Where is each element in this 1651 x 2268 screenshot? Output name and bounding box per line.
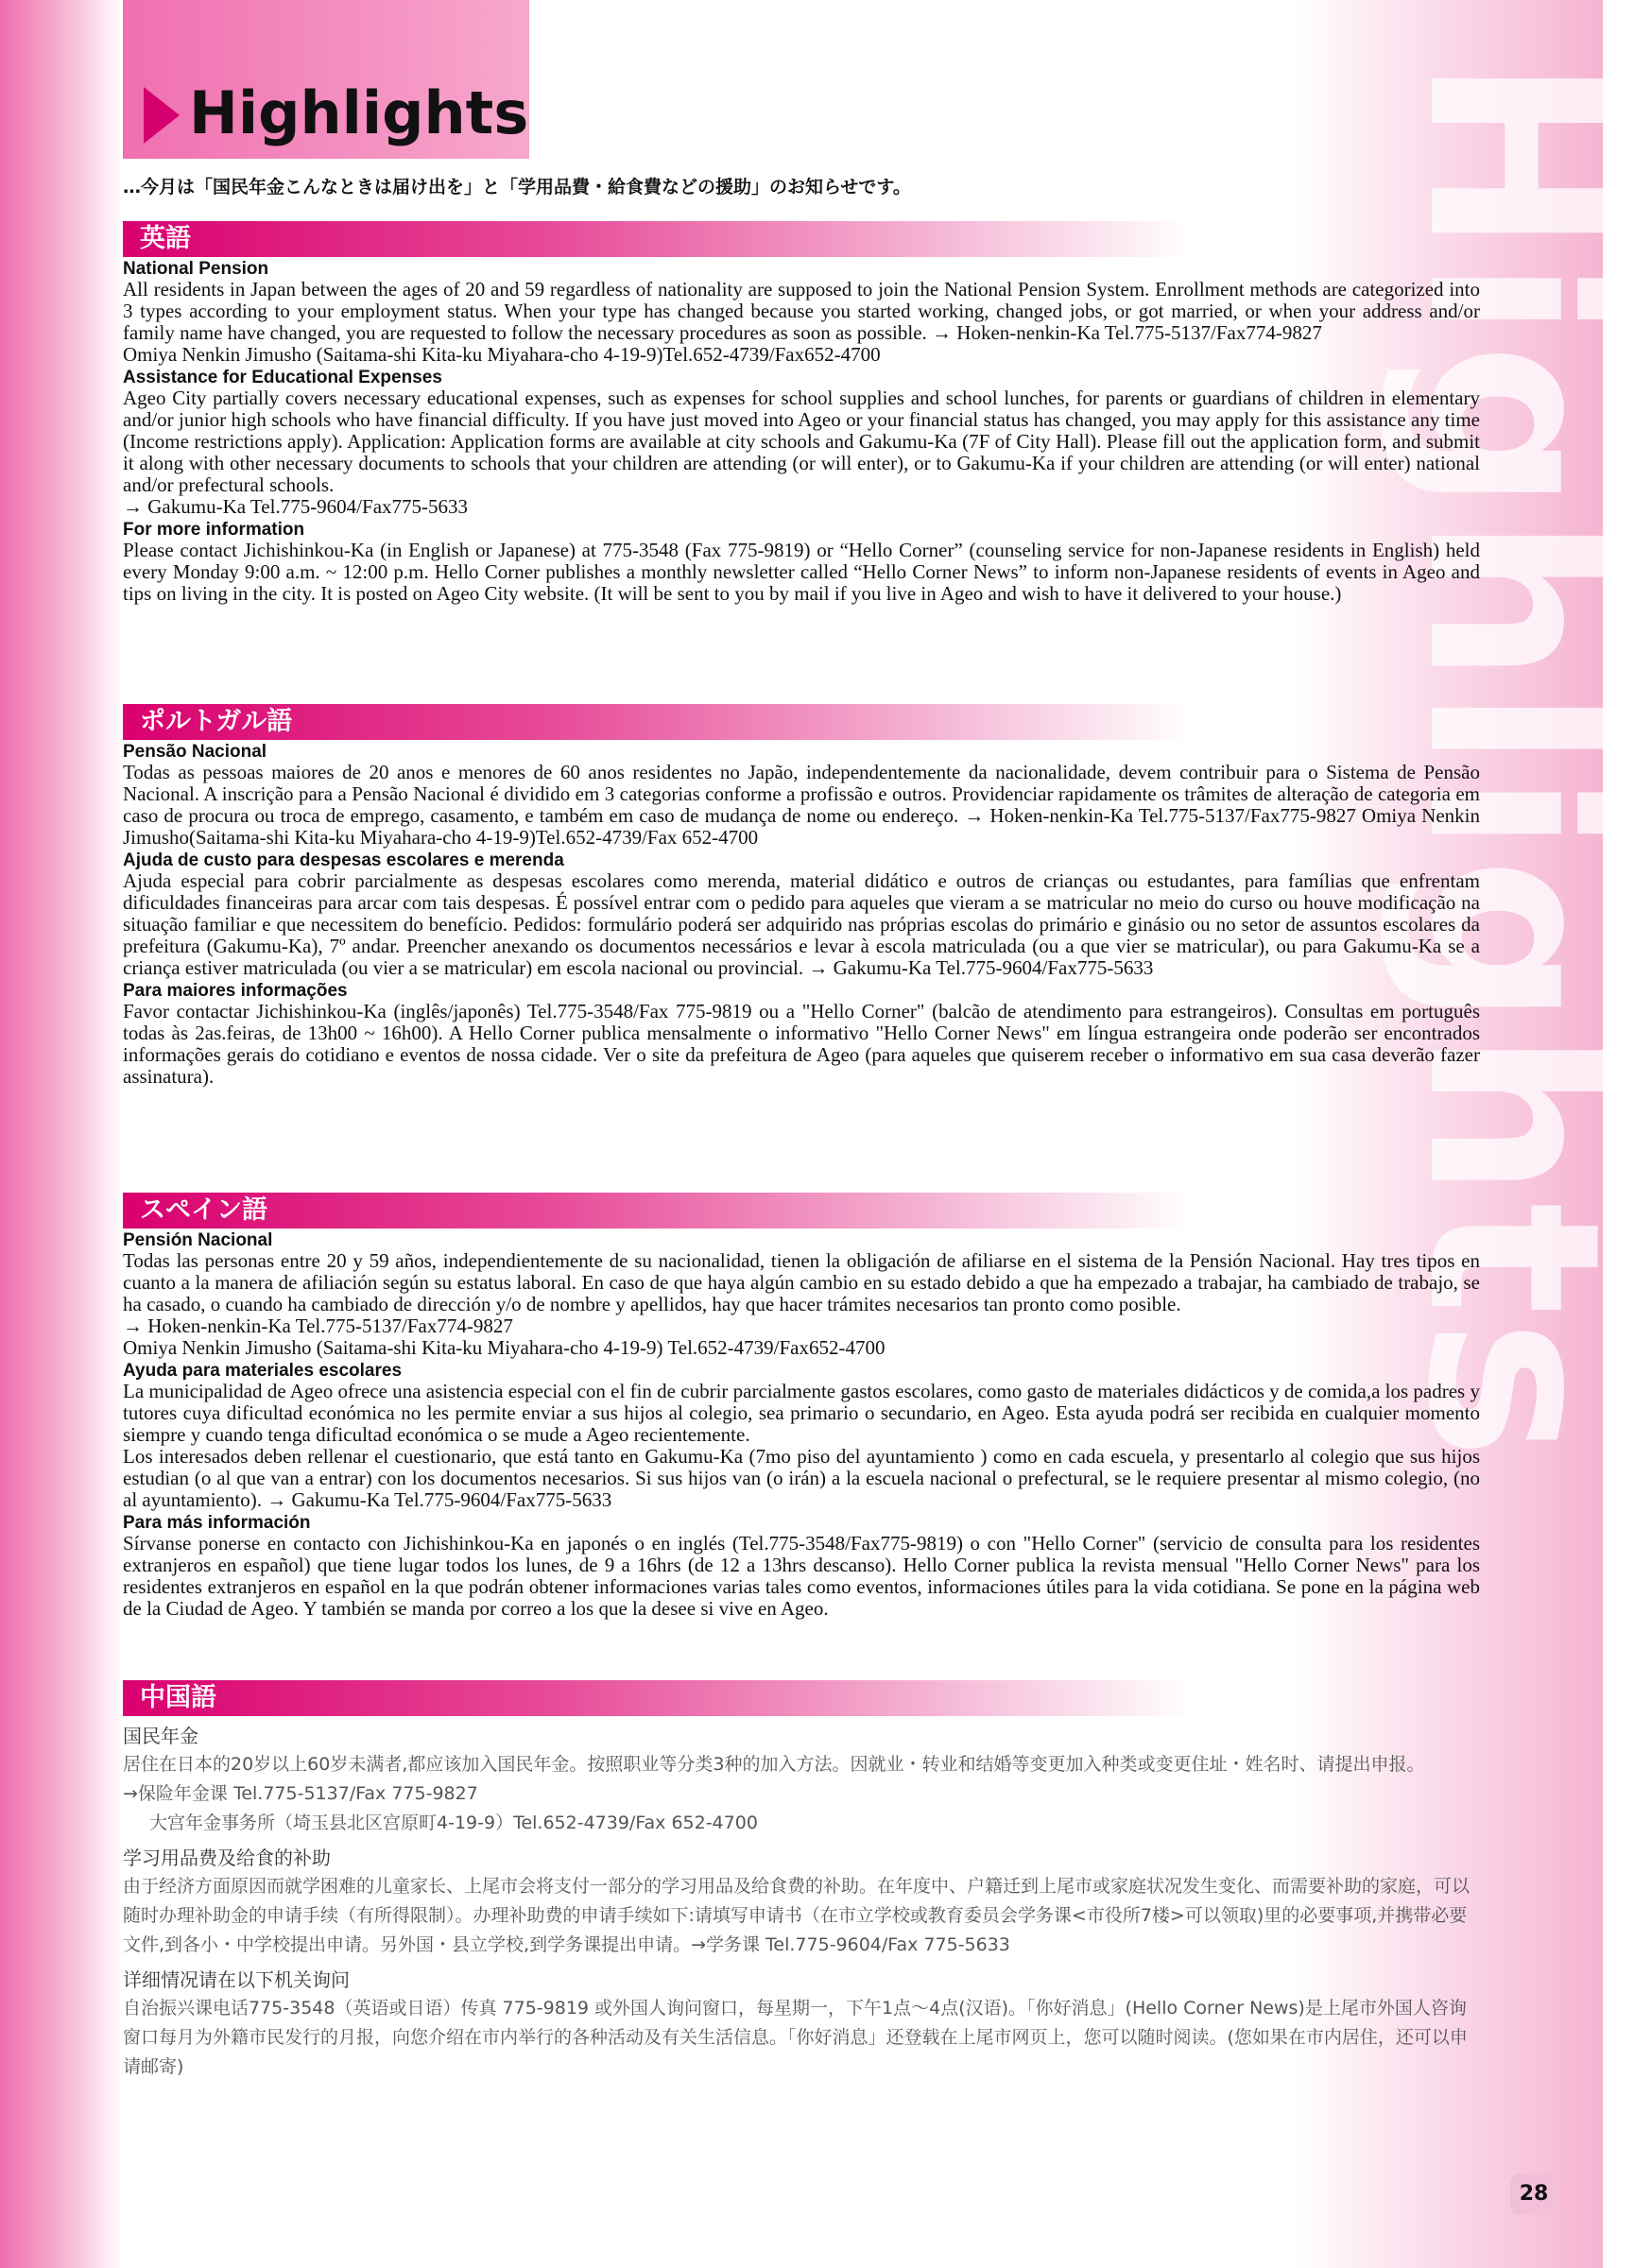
portuguese-edu-heading: Ajuda de custo para despesas escolares e merenda [123, 850, 564, 870]
spanish-pension-heading: Pensión Nacional [123, 1230, 273, 1250]
portuguese-edu-text: Ajuda especial para cobrir parcialmente as despesas escolares como merenda, material didático e outros de crianças ou estudantes, para famílias que enfrentam dificuldades financeiras para arcar com tais despesas. É possível entrar com o pedido para aqueles que vieram a se matricular no meio do curso ou houve modificação na situação familiar e que necessitem do benefício. Pedidos: formulário poderá ser adquirido nas próprias escolas do primário e ginásio ou no setor de assuntos escolares da prefeitura (Gakumu-Ka), 7º andar. Preencher anexando os documentos necessários e levar à escola matriculada (ou a que vier se matricular), ou para Gakumu-Ka se a criança estiver matriculada (ou vier a se matricular) em escola nacional ou provincial. → Gakumu-Ka Tel.775-9604/Fax775-5633 [123, 869, 1480, 979]
portuguese-info-text: Favor contactar Jichishinkou-Ka (inglês/japonês) Tel.775-3548/Fax 775-9819 ou a "Hello Corner" (balcão de atendimento para estrangeiros). Consultas em português todas às 2as.feiras, de 13h00 ~ 16h00). A Hello Corner publica mensalmente o informativo "Hello Corner News" em língua estrangeira onde poderão ser encontrados informações gerais do cotidiano e eventos de nossa cidade. Ver o site da prefeitura de Ageo (para aqueles que quiserem receber o informativo em sua casa deverão fazer assinatura). [123, 1000, 1480, 1088]
english-pension-text: All residents in Japan between the ages of 20 and 59 regardless of nationality are supposed to join the National Pension System. Enrollment methods are categorized into 3 types according to your employment status. When your type has changed because you started working, changed jobs, or got married, or when your address and/or family name have changed, you are requested to follow the necessary procedures as soon as possible. → Hoken-nenkin-Ka Tel.775-5137/Fax774-9827 [123, 278, 1480, 344]
chinese-pension-text: 居住在日本的20岁以上60岁未满者,都应该加入国民年金。按照职业等分类3种的加入方法。因就业・转业和结婚等变更加入种类或变更住址・姓名时、请提出申报。 [123, 1754, 1425, 1775]
spanish-info-text: Sírvanse ponerse en contacto con Jichishinkou-Ka en japonés o en inglés (Tel.775-3548/Fax775-9819) o con "Hello Corner" (servicio de consulta para los residentes extranjeros en español) que tiene lugar todos los lunes, de 9 a 16hrs (de 12 a 13hrs descanso). Hello Corner publica la revista mensual "Hello Corner News" para los residentes extranjeros en español en la que podrán obtener informaciones varias tales como eventos, informaciones útiles para la vida cotidiana. Se pone en la página web de la Ciudad de Ageo. Y también se manda por correo a los que la desee si vive en Ageo. [123, 1532, 1480, 1620]
english-info-heading: For more information [123, 520, 305, 540]
spanish-pension-office: Omiya Nenkin Jimusho (Saitama-shi Kita-ku Miyahara-cho 4-19-9) Tel.652-4739/Fax652-4700 [123, 1336, 886, 1359]
english-pension-office: Omiya Nenkin Jimusho (Saitama-shi Kita-ku Miyahara-cho 4-19-9)Tel.652-4739/Fax652-4700 [123, 343, 881, 366]
spanish-section [123, 1193, 1480, 1620]
section-bar-chinese [123, 1680, 1191, 1716]
english-edu-text: Ageo City partially covers necessary educational expenses, such as expenses for school supplies and school lunches, for parents or guardians of children in elementary and/or junior high schools who have financial difficulty. If you have just moved into Ageo or your financial status has changed, you may apply for this assistance any time (Income restrictions apply). Application: Application forms are available at city schools and Gakumu-Ka (7F of City Hall). Please fill out the application form, and submit it along with other necessary documents to schools that your children are attending (or will enter), or to Gakumu-Ka if your children are attending (or will enter) national and/or prefectural schools. [123, 387, 1480, 496]
chinese-edu-heading: 学习用品费及给食的补助 [123, 1847, 331, 1869]
english-pension-heading: National Pension [123, 259, 269, 279]
section-label-spanish: スペイン語 [140, 1195, 267, 1225]
section-bar-english [123, 221, 1191, 257]
chinese-section [123, 1680, 1480, 2082]
chinese-edu-text: 由于经济方面原因而就学困难的儿童家长、上尾市会将支付一部分的学习用品及给食费的补助。在年度中、户籍迁到上尾市或家庭状况发生变化、而需要补助的家庭，可以随时办理补助金的申请手续（有所得限制）。办理补助费的申请手续如下:请填写申请书（在市立学校或教育委员会学务课<市役所7楼>可以领取)里的必要事项,并携带必要文件,到各小・中学校提出申请。另外国・县立学校,到学务课提出申请。→学务课 Tel.775-9604/Fax 775-5633 [123, 1876, 1470, 1955]
spanish-edu-heading: Ayuda para materiales escolares [123, 1361, 403, 1381]
section-bar-spanish [123, 1193, 1191, 1228]
section-label-chinese: 中国語 [140, 1683, 216, 1712]
left-decorative-band [0, 0, 123, 2268]
portuguese-pension-heading: Pensão Nacional [123, 742, 267, 762]
english-edu-heading: Assistance for Educational Expenses [123, 368, 442, 387]
chinese-info-heading: 详细情况请在以下机关询问 [123, 1968, 350, 1991]
section-label-portuguese: ポルトガル語 [140, 707, 293, 736]
spanish-info-heading: Para más información [123, 1513, 311, 1533]
chinese-pension-office: 大宫年金事务所（埼玉县北区宫原町4-19-9）Tel.652-4739/Fax 652-4700 [149, 1813, 758, 1833]
english-edu-contact: → Gakumu-Ka Tel.775-9604/Fax775-5633 [123, 495, 469, 518]
english-info-text: Please contact Jichishinkou-Ka (in English or Japanese) at 775-3548 (Fax 775-9819) or “Hello Corner” (counseling service for non-Japanese residents in English) held every Monday 9:00 a.m. ~ 12:00 p.m. Hello Corner publishes a monthly newsletter called “Hello Corner News” to inform non-Japanese residents of events in Ageo and tips on living in the city. It is posted on Ageo City website. (It will be sent to you by mail if you live in Ageo and wish to have it delivered to your house.) [123, 539, 1480, 605]
spanish-edu-text: La municipalidad de Ageo ofrece una asistencia especial con el fin de cubrir parcialmente gastos escolares, como gasto de materiales didácticos y de comida,a los padres y tutores cuya dificultad económica no les permite enviar a sus hijos al colegio, sea primario o secundario, en Ageo. Esta ayuda podrá ser recibida en cualquier momento siempre y cuando tenga dificultad económica o se mude a Ageo recientemente. [123, 1380, 1480, 1446]
page-number: 28 [1510, 2174, 1557, 2215]
title-arrow-icon [144, 87, 180, 144]
spanish-edu-text-2: Los interesados deben rellenar el cuestionario, que está tanto en Gakumu-Ka (7mo piso del ayuntamiento ) como en cada escuela, y presentarlo al colegio que sus hijos estudian (o al que van a entrar) con los documentos necesarios. Si sus hijos van (o irán) a la escuela nacional o prefectural, se le requiere presentar al mismo colegio, (no al ayuntamiento). → Gakumu-Ka Tel.775-9604/Fax775-5633 [123, 1445, 1480, 1511]
portuguese-pension-text: Todas as pessoas maiores de 20 anos e menores de 60 anos residentes no Japão, independentemente da nacionalidade, devem contribuir para o Sistema de Pensão Nacional. A inscrição para a Pensão Nacional é dividido em 3 categorias conforme a profissão e outros. Providenciar rapidamente os trâmites de alteração de categoria em caso de procura ou troca de emprego, casamento, e também em caso de mudança de nome ou endereço. → Hoken-nenkin-Ka Tel.775-5137/Fax775-9827 Omiya Nenkin Jimusho(Saitama-shi Kita-ku Miyahara-cho 4-19-9)Tel.652-4739/Fax 652-4700 [123, 761, 1480, 849]
portuguese-section [123, 704, 1480, 1088]
section-bar-portuguese [123, 704, 1191, 740]
intro-line: …今月は「国民年金こんなときは届け出を」と「学用品費・給食費などの援助」のお知らせです。 [123, 177, 911, 198]
chinese-info-text: 自治振兴课电话775-3548（英语或日语）传真 775-9819 或外国人询问窗口，每星期一，下午1点～4点(汉语)。「你好消息」(Hello Corner News)是上尾市外国人咨询窗口每月为外籍市民发行的月报，向您介绍在市内举行的各种活动及有关生活信息。「你好消息」还登载在上尾市网页上，您可以随时阅读。(您如果在市内居住，还可以申请邮寄) [123, 1998, 1468, 2077]
section-label-english: 英語 [140, 224, 191, 253]
portuguese-info-heading: Para maiores informações [123, 981, 348, 1001]
chinese-pension-heading: 国民年金 [123, 1725, 198, 1747]
english-section [123, 221, 1480, 605]
spanish-pension-contact: → Hoken-nenkin-Ka Tel.775-5137/Fax774-9827 [123, 1314, 513, 1337]
spanish-pension-text: Todas las personas entre 20 y 59 años, independientemente de su nacionalidad, tienen la obligación de afiliarse en el sistema de la Pensión Nacional. Hay tres tipos en cuanto a la manera de afiliación según su estatus laboral. En caso de que haya algún cambio en su estado debido a que ha empezado a trabajar, ha cambiado de trabajo, se ha casado, o cuando ha cambiado de dirección y/o de nombre y apellidos, hay que hacer trámites necesarios tan pronto como posible. [123, 1249, 1480, 1315]
page-title: Highlights [189, 78, 529, 147]
chinese-pension-contact: →保险年金课 Tel.775-5137/Fax 775-9827 [123, 1783, 478, 1804]
side-highlights-watermark: Highlights [1376, 57, 1651, 1464]
